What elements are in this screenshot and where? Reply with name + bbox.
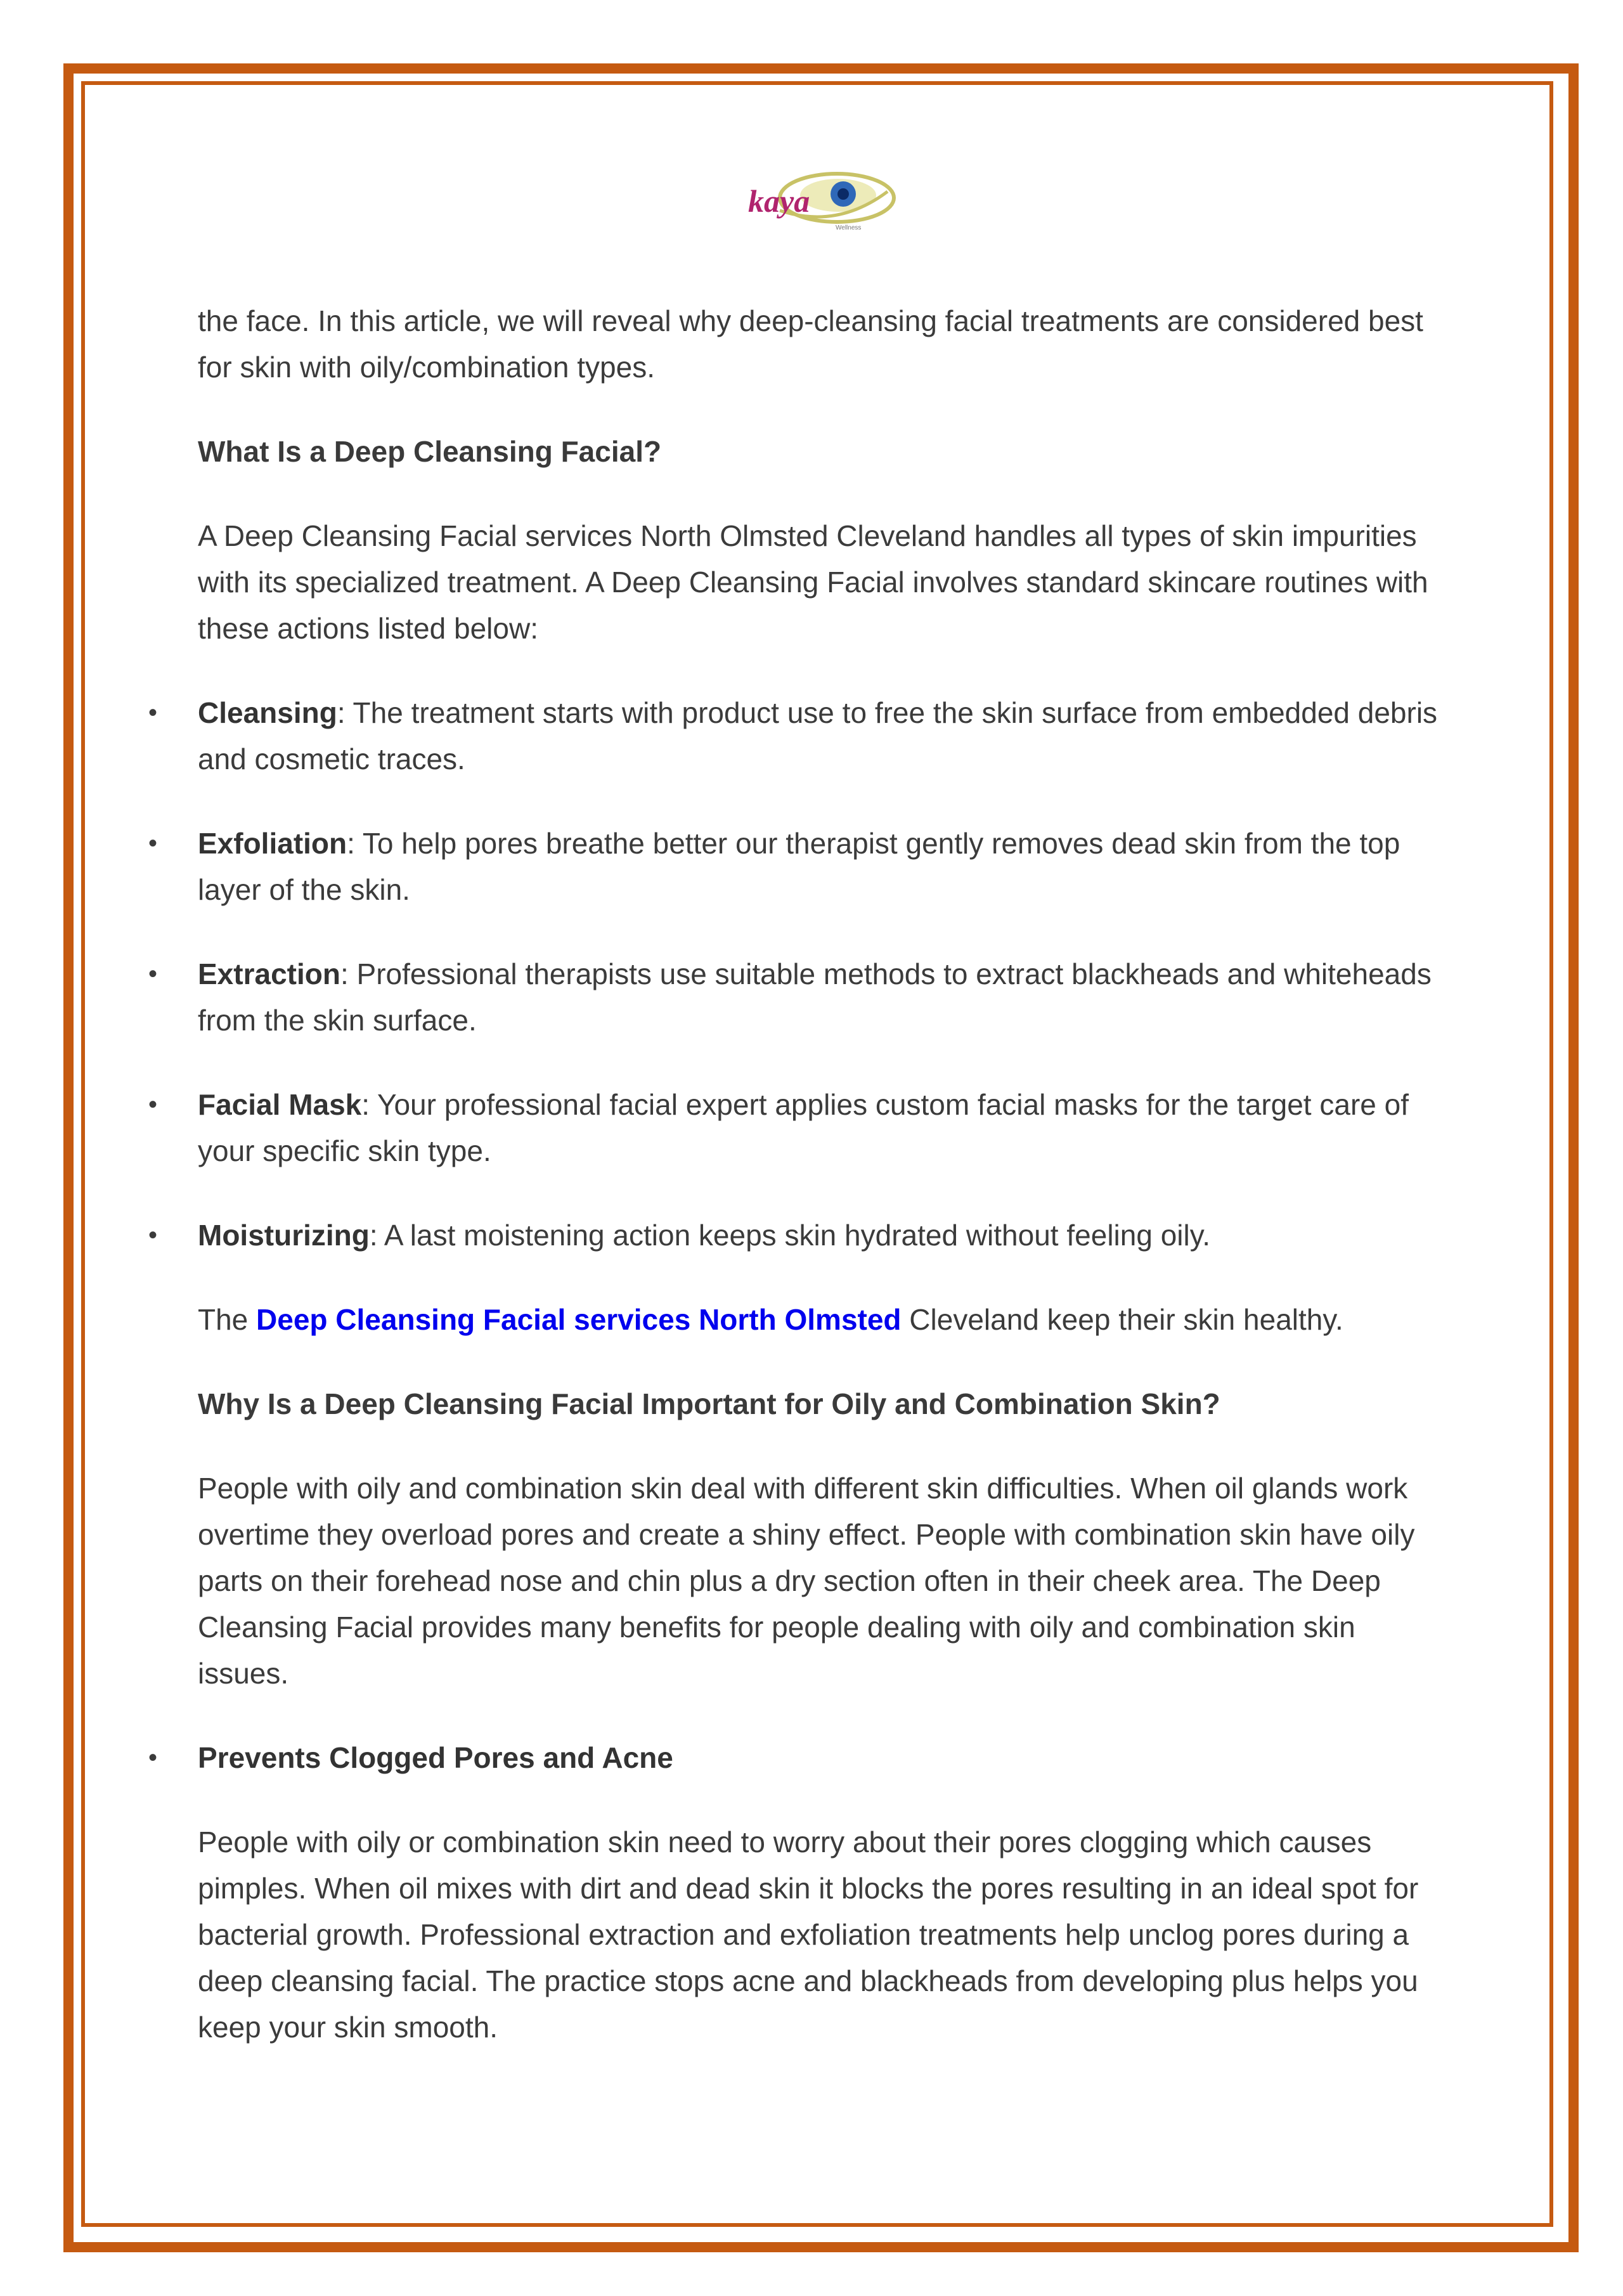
list-item-term: Exfoliation (198, 827, 347, 860)
deep-cleansing-facial-link[interactable]: Deep Cleansing Facial services North Olmsted (256, 1303, 902, 1336)
list-item-text: : The treatment starts with product use to free the skin surface from embedded debris and cosmetic traces. (198, 696, 1438, 775)
list-item-term: Cleansing (198, 696, 337, 729)
benefit-paragraph: People with oily or combination skin need to worry about their pores clogging which causes pimples. When oil mixes with dirt and dead skin it blocks the pores resulting in an ideal spot for bacterial growth. Professional extraction and exfoliation treatments help unclog pores during a deep cleansing facial. The practice stops acne and blackheads from developing plus helps you keep your skin smooth. (198, 1826, 1419, 2044)
list-item-exfoliation (148, 820, 1440, 913)
kaya-logo (742, 166, 900, 236)
list-item-cleansing (148, 690, 1440, 782)
section-paragraph-why-important: People with oily and combination skin deal with different skin difficulties. When oil glands work overtime they overload pores and create a shiny effect. People with combination skin have oily parts on their forehead nose and chin plus a dry section often in their cheek area. The Deep Cleansing Facial provides many benefits for people dealing with oily and combination skin issues. (198, 1472, 1415, 1690)
bullet-icon: • (148, 960, 158, 988)
logo-wordmark: kaya (748, 183, 810, 219)
list-item-prevents-clogged-pores (148, 1735, 1440, 1781)
bullet-icon: • (148, 1221, 158, 1249)
link-sentence-after: Cleveland keep their skin healthy. (901, 1303, 1343, 1336)
list-item-text: : Your professional facial expert applies custom facial masks for the target care of your specific skin type. (198, 1088, 1409, 1167)
list-item-moisturizing (148, 1212, 1440, 1259)
list-item-extraction (148, 951, 1440, 1044)
section-paragraph-what-is: A Deep Cleansing Facial services North Olmsted Cleveland handles all types of skin impurities with its specialized treatment. A Deep Cleansing Facial involves standard skincare routines with these actions listed below: (198, 519, 1428, 645)
link-sentence-before: The (198, 1303, 257, 1336)
list-item-term: Moisturizing (198, 1219, 370, 1252)
list-item-term: Facial Mask (198, 1088, 362, 1121)
bullet-icon: • (148, 829, 158, 857)
list-item-text: : To help pores breathe better our therapist gently removes dead skin from the top layer of the skin. (198, 827, 1400, 906)
bullet-icon: • (148, 1091, 158, 1119)
intro-paragraph: the face. In this article, we will reveal why deep-cleansing facial treatments are considered best for skin with oily/combination types. (198, 304, 1423, 384)
list-item-text: : Professional therapists use suitable methods to extract blackheads and whiteheads from the skin surface. (198, 957, 1432, 1037)
section-heading-what-is: What Is a Deep Cleansing Facial? (198, 435, 662, 468)
list-item-text: : A last moistening action keeps skin hydrated without feeling oily. (369, 1219, 1211, 1252)
list-item-facial-mask (148, 1082, 1440, 1174)
bullet-icon: • (148, 699, 158, 727)
kaya-logo-graphic (742, 166, 900, 236)
list-item-term: Extraction (198, 957, 340, 990)
logo-subtext: Wellness (836, 224, 862, 231)
article-content (148, 298, 1440, 2089)
benefit-heading: Prevents Clogged Pores and Acne (198, 1741, 673, 1774)
section-heading-why-important: Why Is a Deep Cleansing Facial Important for Oily and Combination Skin? (198, 1387, 1220, 1420)
link-sentence (198, 1297, 1440, 1343)
bullet-icon: • (148, 1744, 158, 1772)
